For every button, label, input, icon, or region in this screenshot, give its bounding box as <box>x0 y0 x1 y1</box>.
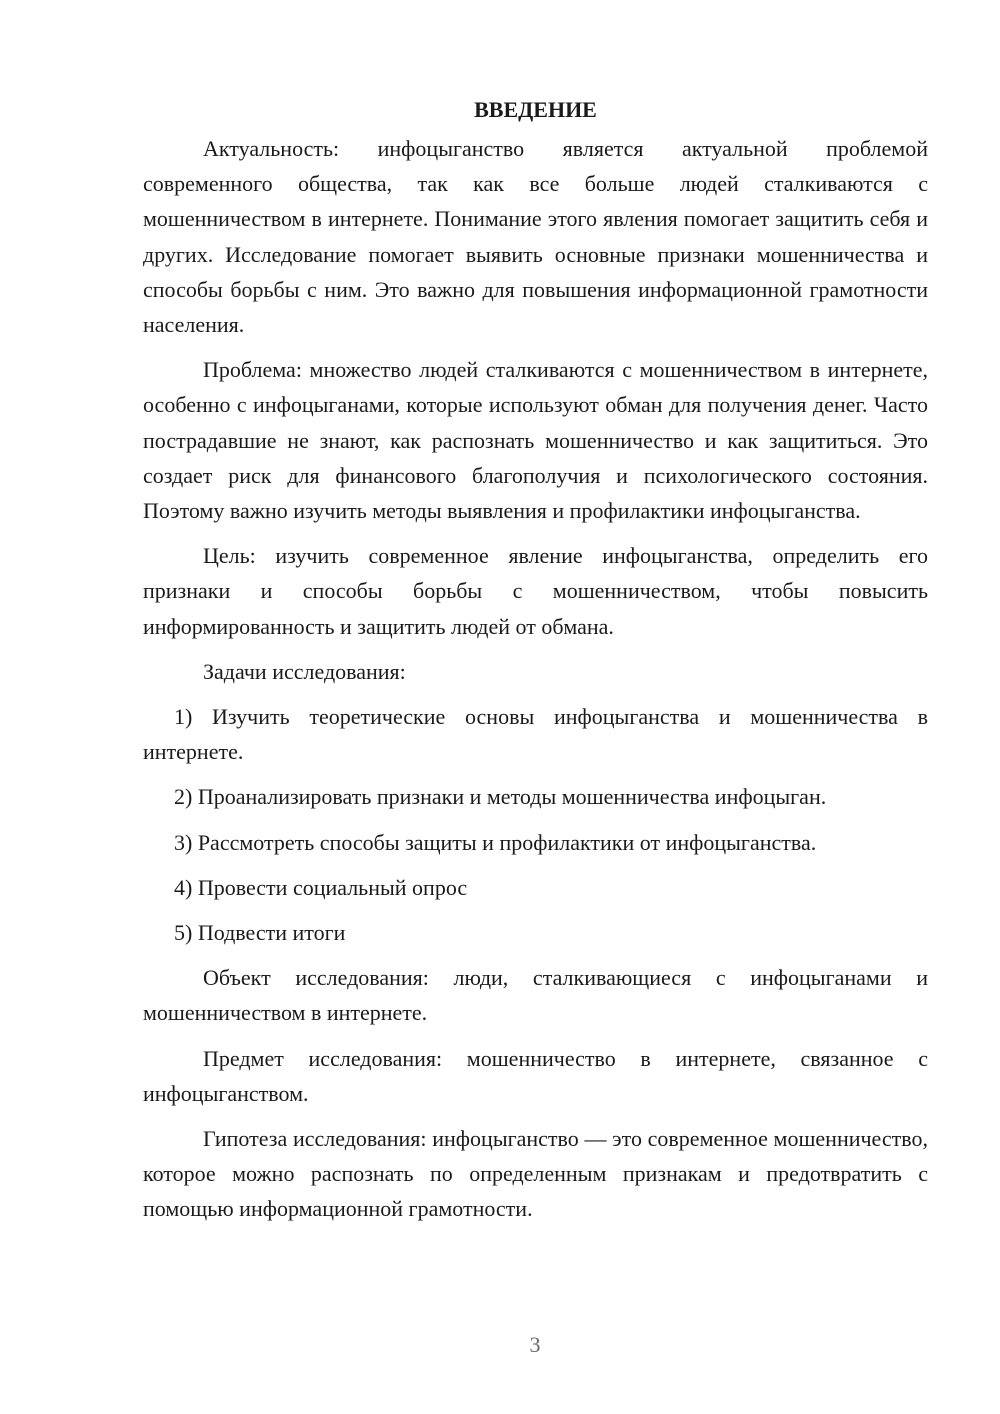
task-item: 3) Рассмотреть способы защиты и профилактики от инфоцыганства. <box>174 829 817 855</box>
page-number: 3 <box>529 1332 541 1357</box>
task-item: 2) Проанализировать признаки и методы мошенничества инфоцыган. <box>174 784 827 810</box>
document-page <box>143 92 928 1237</box>
section-title: ВВЕДЕНИЕ <box>474 97 597 122</box>
object-paragraph: Объект исследования: люди, сталкивающиеся с инфоцыганами и мошенничеством в интернете. <box>143 965 928 1026</box>
goal-paragraph: Цель: изучить современное явление инфоцыганства, определить его признаки и способы борьбы с мошенничеством, чтобы повысить информированность и защитить людей от обмана. <box>143 543 928 639</box>
subject-paragraph: Предмет исследования: мошенничество в интернете, связанное с инфоцыганством. <box>143 1045 928 1106</box>
hypothesis-paragraph: Гипотеза исследования: инфоцыганство — это современное мошенничество, которое можно распознать по определенным признакам и предотвратить с помощью информационной грамотности. <box>143 1126 928 1222</box>
tasks-heading: Задачи исследования: <box>203 658 406 684</box>
task-item: 1) Изучить теоретические основы инфоцыганства и мошенничества в интернете. <box>143 704 928 765</box>
task-item: 5) Подвести итоги <box>174 920 346 946</box>
problem-paragraph: Проблема: множество людей сталкиваются с мошенничеством в интернете, особенно с инфоцыганами, которые используют обман для получения денег. Часто пострадавшие не знают, как распознать мошенничество и как защититься. Это создает риск для финансового благополучия и психологического состояния. Поэтому важно изучить методы выявления и профилактики инфоцыганства. <box>143 357 928 524</box>
task-item: 4) Провести социальный опрос <box>174 874 468 900</box>
relevance-paragraph: Актуальность: инфоцыганство является актуальной проблемой современного общества, так как все больше людей сталкиваются с мошенничеством в интернете. Понимание этого явления помогает защитить себя и других. Исследование помогает выявить основные признаки мошенничества и способы борьбы с ним. Это важно для повышения информационной грамотности населения. <box>143 136 928 338</box>
